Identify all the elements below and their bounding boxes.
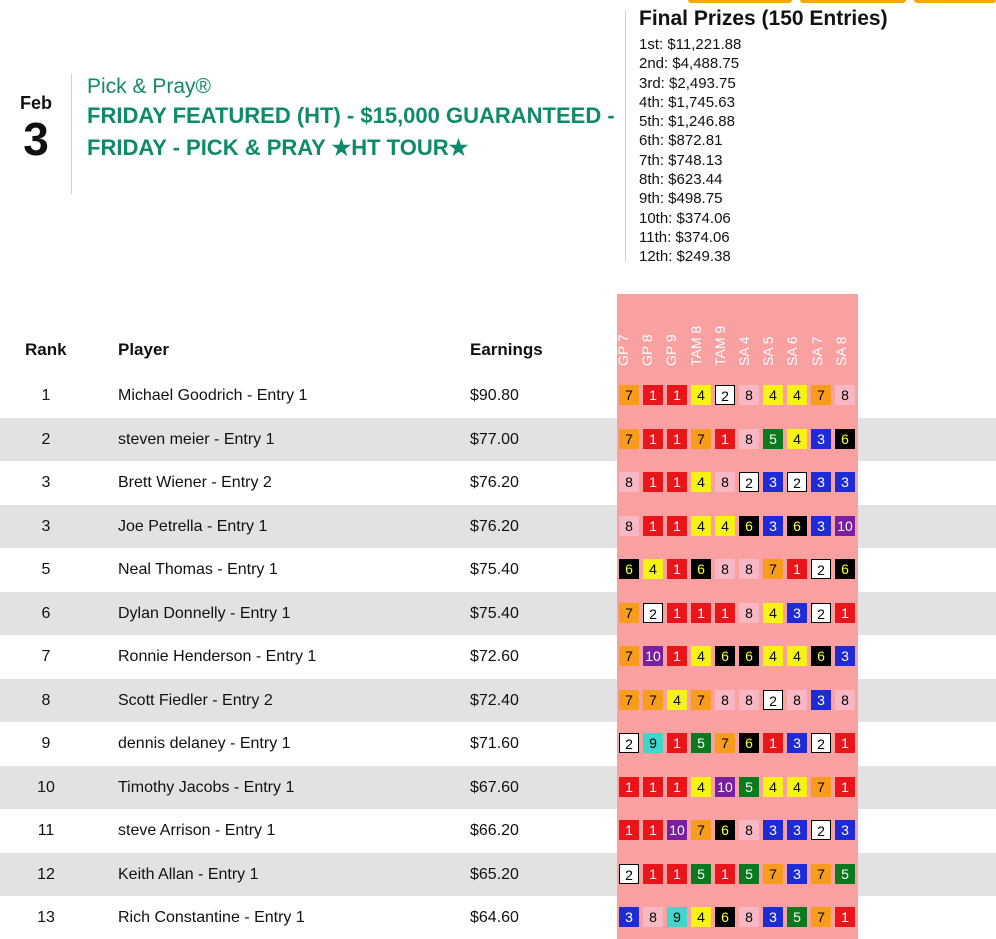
saddle-cloth-pick: 10 [835,516,855,536]
prize-item: 9th: $498.75 [639,190,723,208]
saddle-cloth-pick: 7 [619,385,639,405]
prize-item: 1st: $11,221.88 [639,36,742,53]
saddle-cloth-pick: 1 [643,385,663,405]
table-row[interactable] [0,679,996,722]
saddle-cloth-pick: 7 [763,864,783,884]
saddle-cloth-pick: 7 [763,559,783,579]
saddle-cloth-pick: 6 [619,559,639,579]
saddle-cloth-pick: 4 [763,777,783,797]
saddle-cloth-pick: 3 [763,820,783,840]
divider [625,10,626,262]
contest-title: FRIDAY FEATURED (HT) - $15,000 GUARANTEED - FRIDAY - PICK & PRAY ★HT TOUR★ [87,103,615,160]
table-row[interactable] [0,635,996,678]
saddle-cloth-pick: 1 [643,820,663,840]
saddle-cloth-pick: 5 [787,907,807,927]
player-name[interactable]: Neal Thomas - Entry 1 [118,561,278,578]
saddle-cloth-pick: 9 [667,907,687,927]
saddle-cloth-pick: 6 [811,646,831,666]
saddle-cloth-pick: 2 [811,733,831,753]
saddle-cloth-pick: 2 [787,472,807,492]
saddle-cloth-pick: 1 [643,777,663,797]
saddle-cloth-pick: 1 [643,864,663,884]
prize-item: 12th: $249.38 [639,248,731,266]
saddle-cloth-pick: 1 [835,777,855,797]
saddle-cloth-pick: 1 [715,429,735,449]
table-row[interactable] [0,461,996,504]
player-name[interactable]: Dylan Donnelly - Entry 1 [118,604,291,622]
saddle-cloth-pick: 7 [619,429,639,449]
saddle-cloth-pick: 7 [811,777,831,797]
player-name[interactable]: Scott Fiedler - Entry 2 [118,691,273,709]
saddle-cloth-pick: 8 [643,907,663,927]
saddle-cloth-pick: 3 [811,690,831,710]
saddle-cloth-pick: 8 [715,690,735,710]
top-tab[interactable] [688,0,792,3]
earnings-column-header[interactable]: Earnings [470,340,543,359]
saddle-cloth-pick: 1 [835,907,855,927]
rank-cell: 2 [41,430,51,448]
saddle-cloth-pick: 1 [667,777,687,797]
earnings-cell: $72.60 [470,648,519,665]
saddle-cloth-pick: 4 [787,777,807,797]
saddle-cloth-pick: 1 [835,603,855,623]
saddle-cloth-pick: 4 [763,385,783,405]
saddle-cloth-pick: 1 [643,516,663,536]
saddle-cloth-pick: 1 [619,777,639,797]
saddle-cloth-pick: 7 [691,429,711,449]
rank-cell: 6 [41,604,51,622]
saddle-cloth-pick: 7 [811,864,831,884]
saddle-cloth-pick: 4 [787,429,807,449]
divider [71,74,72,194]
table-row[interactable] [0,418,996,461]
race-column-header: GP 9 [663,334,680,366]
saddle-cloth-pick: 7 [619,646,639,666]
saddle-cloth-pick: 8 [787,690,807,710]
saddle-cloth-pick: 1 [643,472,663,492]
player-name[interactable]: steven meier - Entry 1 [118,430,275,448]
saddle-cloth-pick: 10 [643,646,663,666]
earnings-cell: $66.20 [470,822,519,839]
prize-item: 10th: $374.06 [639,209,731,227]
table-row[interactable] [0,766,996,809]
saddle-cloth-pick: 1 [667,646,687,666]
earnings-cell: $76.20 [470,474,519,491]
prize-item: 5th: $1,246.88 [639,113,735,131]
earnings-cell: $77.00 [470,430,519,448]
rank-cell: 7 [41,648,51,665]
table-row[interactable] [0,896,996,939]
rank-cell: 3 [41,474,51,491]
saddle-cloth-pick: 3 [787,820,807,840]
saddle-cloth-pick: 4 [691,516,711,536]
prize-item: 2nd: $4,488.75 [639,55,740,73]
saddle-cloth-pick: 6 [715,646,735,666]
saddle-cloth-pick: 8 [739,429,759,449]
saddle-cloth-pick: 4 [763,603,783,623]
rank-cell: 12 [37,865,55,883]
saddle-cloth-pick: 1 [667,516,687,536]
saddle-cloth-pick: 2 [715,385,735,405]
table-row[interactable] [0,853,996,896]
saddle-cloth-pick: 6 [691,559,711,579]
earnings-cell: $72.40 [470,691,519,709]
saddle-cloth-pick: 5 [691,733,711,753]
race-column-header: SA 7 [808,336,825,366]
rank-cell: 11 [37,822,55,839]
player-name[interactable]: steve Arrison - Entry 1 [118,822,276,839]
saddle-cloth-pick: 3 [763,472,783,492]
player-name[interactable]: Ronnie Henderson - Entry 1 [118,648,317,665]
saddle-cloth-pick: 6 [835,559,855,579]
saddle-cloth-pick: 7 [619,603,639,623]
saddle-cloth-pick: 9 [643,733,663,753]
saddle-cloth-pick: 8 [835,385,855,405]
top-tab[interactable] [800,0,906,3]
saddle-cloth-pick: 5 [763,429,783,449]
saddle-cloth-pick: 5 [691,864,711,884]
saddle-cloth-pick: 3 [835,472,855,492]
saddle-cloth-pick: 2 [739,472,759,492]
race-column-header: SA 8 [832,336,849,366]
saddle-cloth-pick: 2 [811,603,831,623]
saddle-cloth-pick: 1 [619,820,639,840]
player-name[interactable]: Brett Wiener - Entry 2 [118,474,272,491]
saddle-cloth-pick: 8 [619,472,639,492]
prize-item: 3rd: $2,493.75 [639,74,736,92]
saddle-cloth-pick: 6 [739,646,759,666]
rank-cell: 5 [41,561,51,578]
player-name[interactable]: Timothy Jacobs - Entry 1 [118,778,295,796]
table-row[interactable] [0,548,996,591]
earnings-cell: $65.20 [470,865,519,883]
contest-brand: Pick & Pray® [87,75,212,98]
rank-cell: 9 [41,735,51,752]
race-column-header: TAM 8 [687,325,704,366]
saddle-cloth-pick: 4 [691,646,711,666]
prize-item: 11th: $374.06 [639,228,730,246]
saddle-cloth-pick: 8 [715,559,735,579]
saddle-cloth-pick: 1 [835,733,855,753]
saddle-cloth-pick: 8 [739,603,759,623]
race-column-header: GP 7 [615,334,631,366]
table-row[interactable] [0,505,996,548]
saddle-cloth-pick: 3 [619,907,639,927]
top-tab-strip [0,0,996,4]
saddle-cloth-pick: 4 [715,516,735,536]
earnings-cell: $75.40 [470,561,519,578]
prize-item: 7th: $748.13 [639,151,723,169]
saddle-cloth-pick: 4 [667,690,687,710]
earnings-cell: $67.60 [470,778,519,796]
final-prizes-panel [639,6,888,267]
saddle-cloth-pick: 7 [811,385,831,405]
saddle-cloth-pick: 10 [715,777,735,797]
saddle-cloth-pick: 2 [763,690,783,710]
race-column-header: GP 8 [639,334,656,366]
saddle-cloth-pick: 4 [691,385,711,405]
saddle-cloth-pick: 3 [787,733,807,753]
saddle-cloth-pick: 4 [787,646,807,666]
saddle-cloth-pick: 4 [691,777,711,797]
saddle-cloth-pick: 6 [835,429,855,449]
saddle-cloth-pick: 8 [739,820,759,840]
rank-cell: 13 [37,909,55,926]
saddle-cloth-pick: 1 [667,559,687,579]
saddle-cloth-pick: 3 [787,864,807,884]
race-column-header: TAM 9 [711,325,728,366]
table-row[interactable] [0,374,996,417]
saddle-cloth-pick: 5 [835,864,855,884]
saddle-cloth-pick: 4 [787,385,807,405]
saddle-cloth-pick: 6 [715,820,735,840]
saddle-cloth-pick: 8 [835,690,855,710]
saddle-cloth-pick: 1 [667,472,687,492]
saddle-cloth-pick: 4 [643,559,663,579]
saddle-cloth-pick: 3 [835,646,855,666]
saddle-cloth-pick: 1 [787,559,807,579]
saddle-cloth-pick: 7 [691,690,711,710]
saddle-cloth-pick: 3 [835,820,855,840]
race-column-header: SA 6 [784,336,801,366]
saddle-cloth-pick: 5 [739,864,759,884]
saddle-cloth-pick: 7 [811,907,831,927]
prize-item: 6th: $872.81 [639,132,723,150]
saddle-cloth-pick: 4 [763,646,783,666]
saddle-cloth-pick: 1 [763,733,783,753]
date-month: Feb [19,93,52,113]
player-name[interactable]: Joe Petrella - Entry 1 [118,517,268,535]
saddle-cloth-pick: 4 [691,907,711,927]
saddle-cloth-pick: 6 [715,907,735,927]
earnings-cell: $76.20 [470,517,519,535]
saddle-cloth-pick: 8 [739,907,759,927]
saddle-cloth-pick: 6 [739,516,759,536]
saddle-cloth-pick: 1 [667,429,687,449]
saddle-cloth-pick: 10 [667,820,687,840]
rank-column-header[interactable]: Rank [25,340,67,359]
player-column-header[interactable]: Player [118,340,170,359]
saddle-cloth-pick: 6 [739,733,759,753]
saddle-cloth-pick: 7 [691,820,711,840]
saddle-cloth-pick: 3 [763,516,783,536]
rank-cell: 10 [37,778,55,796]
saddle-cloth-pick: 3 [787,603,807,623]
saddle-cloth-pick: 2 [619,733,639,753]
saddle-cloth-pick: 2 [811,820,831,840]
saddle-cloth-pick: 8 [739,690,759,710]
prize-item: 4th: $1,745.63 [639,93,735,111]
final-prizes-heading: Final Prizes (150 Entries) [639,7,888,30]
table-row[interactable] [0,722,996,765]
saddle-cloth-pick: 5 [739,777,759,797]
player-name[interactable]: Keith Allan - Entry 1 [118,865,259,883]
saddle-cloth-pick: 7 [619,690,639,710]
prize-list [639,35,888,267]
saddle-cloth-pick: 8 [739,385,759,405]
saddle-cloth-pick: 1 [667,733,687,753]
saddle-cloth-pick: 1 [715,864,735,884]
saddle-cloth-pick: 1 [691,603,711,623]
saddle-cloth-pick: 6 [787,516,807,536]
earnings-cell: $90.80 [470,387,519,404]
top-tab[interactable] [914,0,996,3]
saddle-cloth-pick: 1 [667,864,687,884]
player-name[interactable]: dennis delaney - Entry 1 [118,735,291,752]
saddle-cloth-pick: 3 [811,516,831,536]
saddle-cloth-pick: 2 [643,603,663,623]
race-column-header: SA 5 [760,336,777,366]
rank-cell: 1 [41,387,51,404]
saddle-cloth-pick: 2 [811,559,831,579]
saddle-cloth-pick: 1 [643,429,663,449]
table-row[interactable] [0,809,996,852]
saddle-cloth-pick: 7 [715,733,735,753]
saddle-cloth-pick: 8 [715,472,735,492]
player-name[interactable]: Rich Constantine - Entry 1 [118,909,305,926]
saddle-cloth-pick: 1 [667,385,687,405]
contest-date [0,92,72,164]
saddle-cloth-pick: 8 [739,559,759,579]
prize-item: 8th: $623.44 [639,171,723,189]
rank-cell: 8 [41,691,51,709]
earnings-cell: $75.40 [470,604,519,622]
date-day: 3 [23,113,49,165]
saddle-cloth-pick: 4 [691,472,711,492]
saddle-cloth-pick: 3 [811,472,831,492]
player-name[interactable]: Michael Goodrich - Entry 1 [118,387,308,404]
saddle-cloth-pick: 2 [619,864,639,884]
earnings-cell: $71.60 [470,735,519,752]
earnings-cell: $64.60 [470,909,519,926]
saddle-cloth-pick: 3 [763,907,783,927]
rank-cell: 3 [41,517,51,535]
contest-header [87,74,617,164]
saddle-cloth-pick: 8 [619,516,639,536]
race-column-header: SA 4 [736,336,752,366]
saddle-cloth-pick: 7 [643,690,663,710]
saddle-cloth-pick: 3 [811,429,831,449]
table-row[interactable] [0,592,996,635]
saddle-cloth-pick: 1 [715,603,735,623]
saddle-cloth-pick: 1 [667,603,687,623]
